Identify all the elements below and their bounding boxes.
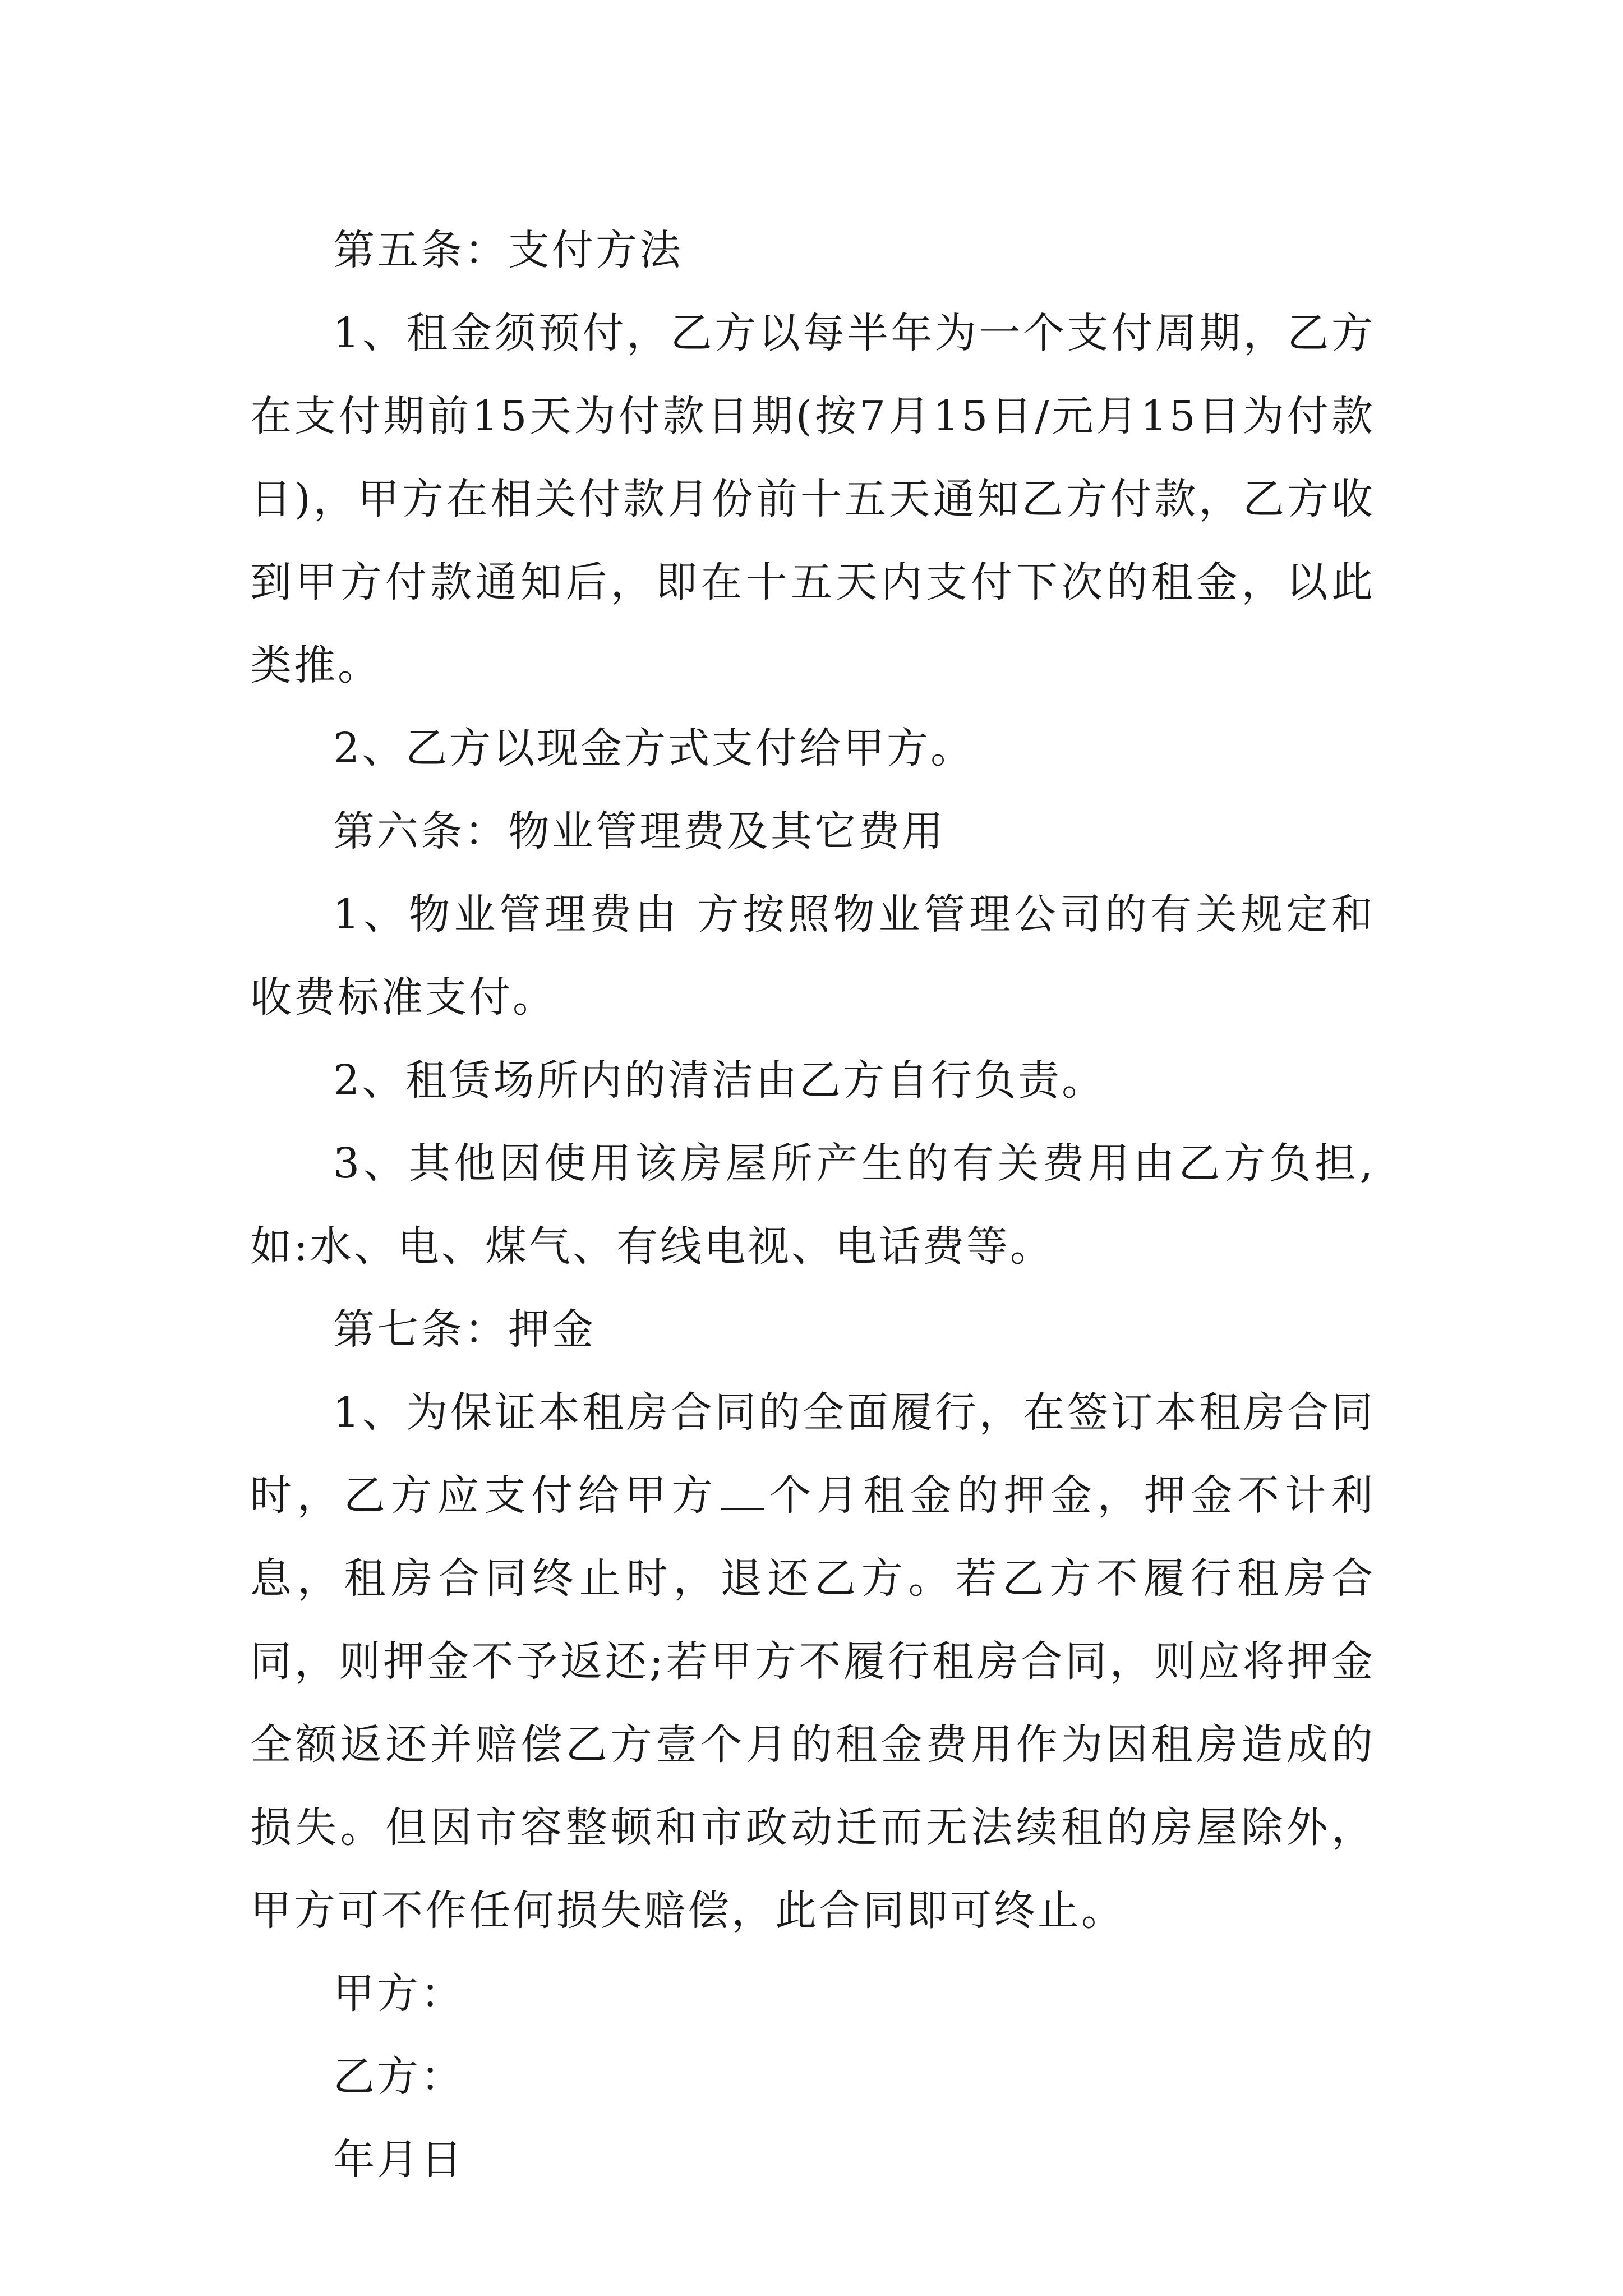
deposit-text-after: 个月租金的押金，押金不计利息，租房合同终止时，退还乙方。若乙方不履行租房合同，则押金不予返还;若甲方不履行租房合同，则应将押金全额返还并赔偿乙方壹个月的租金费用作为因租房造成的损失。但因市容整顿和市政动迁而无法续租的房屋除外，甲方可不作任何损失赔偿，此合同即可终止。 [250, 1471, 1376, 1935]
article-6-title: 第六条：物业管理费及其它费用 [333, 807, 946, 855]
article-5-clause-2: 2、乙方以现金方式支付给甲方。 [333, 724, 975, 772]
article-5-clause-1: 1、租金须预付，乙方以每半年为一个支付周期，乙方在支付期前15天为付款日期(按7月15日/元月15日为付款日)，甲方在相关付款月份前十五天通知乙方付款，乙方收到甲方付款通知后，即在十五天内支付下次的租金，以此类推。 [250, 309, 1375, 689]
deposit-months-blank [721, 1474, 764, 1510]
article-5-title: 第五条：支付方法 [333, 226, 683, 274]
signature-party-a: 甲方： [333, 1970, 464, 2018]
deposit-text-before: 1、为保证本租房合同的全面履行，在签订本租房合同时，乙方应支付给甲方 [250, 1388, 1375, 1520]
signature-date: 年月日 [333, 2136, 464, 2184]
article-6-clause-3: 3、其他因使用该房屋所产生的有关费用由乙方负担,如:水、电、煤气、有线电视、电话费等。 [250, 1139, 1375, 1271]
article-6-clause-2: 2、租赁场所内的清洁由乙方自行负责。 [333, 1056, 1106, 1105]
article-7-title: 第七条：押金 [333, 1305, 596, 1354]
article-7-clause-1 [250, 1371, 1375, 1952]
signature-party-b: 乙方： [333, 2053, 464, 2101]
article-6-clause-1: 1、物业管理费由 方按照物业管理公司的有关规定和收费标准支付。 [250, 890, 1375, 1022]
document-body [250, 209, 1375, 2201]
